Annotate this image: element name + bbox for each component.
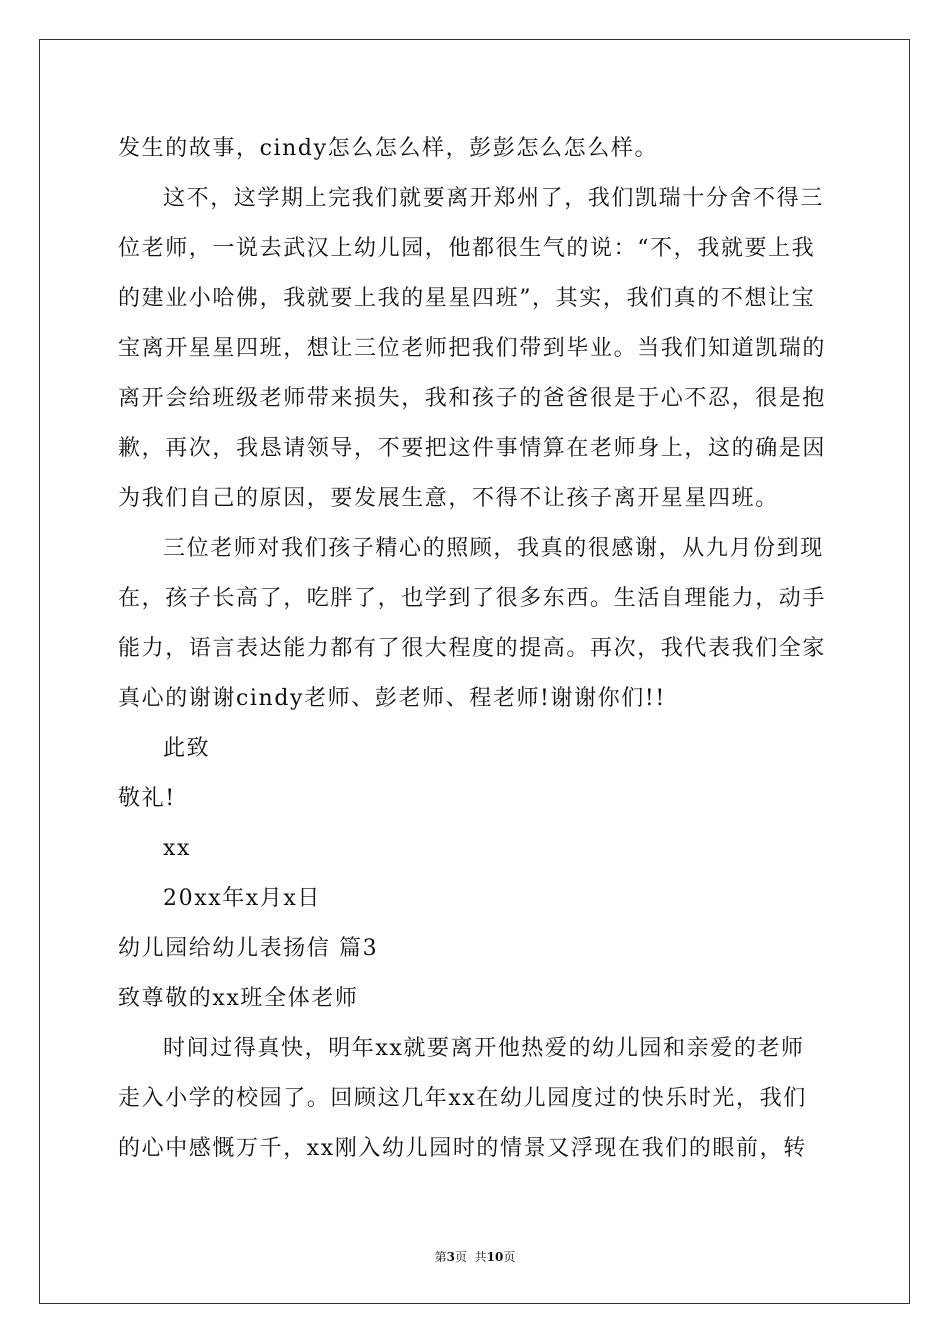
text-line: 位老师，一说去武汉上幼儿园，他都很生气的说：“不，我就要上我 <box>118 236 816 261</box>
text-line: 时间过得真快，明年xx就要离开他热爱的幼儿园和亲爱的老师 <box>163 1036 805 1061</box>
text-line: 的心中感慨万千，xx刚入幼儿园时的情景又浮现在我们的眼前，转 <box>118 1136 807 1161</box>
current-page-number: 3 <box>446 1250 455 1264</box>
text-line: 在，孩子长高了，吃胖了，也学到了很多东西。生活自理能力，动手 <box>118 586 827 611</box>
text-line: 走入小学的校园了。回顾这几年xx在幼儿园度过的快乐时光，我们 <box>118 1086 807 1111</box>
salutation: 敬礼! <box>118 786 176 811</box>
signature: xx <box>163 836 192 861</box>
text-line: 的建业小哈佛，我就要上我的星星四班”，其实，我们真的不想让宝 <box>118 286 816 311</box>
footer-mid: 页 共 <box>455 1250 487 1264</box>
text-line: 发生的故事，cindy怎么怎么样，彭彭怎么怎么样。 <box>118 136 659 161</box>
text-line: 宝离开星星四班，想让三位老师把我们带到毕业。当我们知道凯瑞的 <box>118 336 827 361</box>
closing-phrase: 此致 <box>163 736 211 761</box>
letter-recipient: 致尊敬的xx班全体老师 <box>118 986 359 1011</box>
total-page-number: 10 <box>486 1250 504 1264</box>
page-footer <box>0 1248 950 1265</box>
footer-prefix: 第 <box>434 1250 447 1264</box>
text-line: 真心的谢谢cindy老师、彭老师、程老师!谢谢你们!! <box>118 686 666 711</box>
date-line: 20xx年x月x日 <box>163 886 322 911</box>
footer-suffix: 页 <box>503 1250 516 1264</box>
text-line: 能力，语言表达能力都有了很大程度的提高。再次，我代表我们全家 <box>118 636 827 661</box>
text-line: 这不，这学期上完我们就要离开郑州了，我们凯瑞十分舍不得三 <box>163 186 824 211</box>
text-line: 三位老师对我们孩子精心的照顾，我真的很感谢，从九月份到现 <box>163 536 824 561</box>
section-heading: 幼儿园给幼儿表扬信 篇3 <box>118 936 379 961</box>
text-line: 离开会给班级老师带来损失，我和孩子的爸爸很是于心不忍，很是抱 <box>118 386 827 411</box>
page-border <box>39 39 910 1304</box>
text-line: 歉，再次，我恳请领导，不要把这件事情算在老师身上，这的确是因 <box>118 436 827 461</box>
text-line: 为我们自己的原因，要发展生意，不得不让孩子离开星星四班。 <box>118 486 779 511</box>
